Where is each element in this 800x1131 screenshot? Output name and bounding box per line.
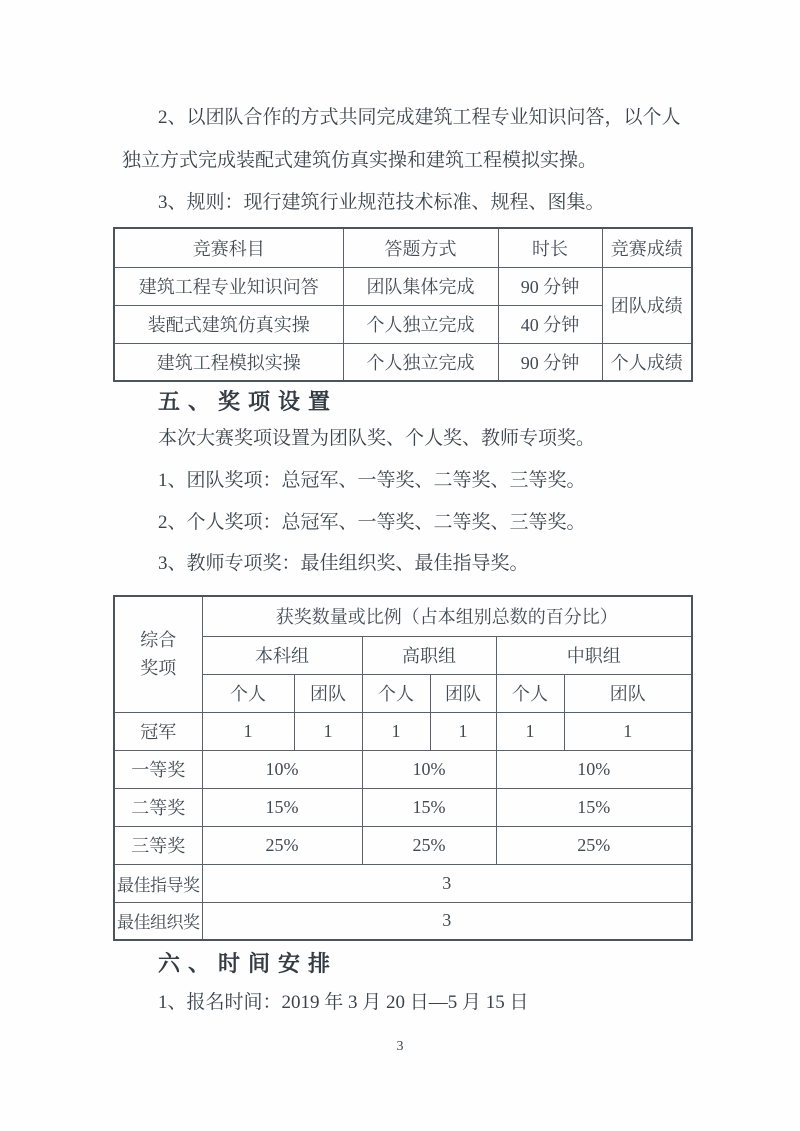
- awards-value: 10%: [496, 750, 692, 788]
- schedule-cell-subject: 建筑工程模拟实操: [114, 343, 343, 381]
- section-awards-heading: 五、奖项设置: [158, 389, 339, 414]
- schedule-cell-subject: 装配式建筑仿真实操: [114, 305, 343, 343]
- awards-value: 10%: [202, 750, 362, 788]
- schedule-cell-subject: 建筑工程专业知识问答: [114, 267, 343, 305]
- para-rules: 3、规则：现行建筑行业规范技术标准、规程、图集。: [158, 192, 605, 213]
- schedule-cell-individual-score: 个人成绩: [602, 343, 692, 381]
- table-row: [114, 343, 692, 381]
- awards-label-best-guidance: 最佳指导奖: [114, 864, 202, 902]
- page-number: 3: [396, 1039, 404, 1054]
- awards-label-best-organization: 最佳组织奖: [114, 902, 202, 940]
- awards-table: [113, 595, 693, 941]
- awards-sub-individual: 个人: [202, 674, 294, 712]
- awards-value: 3: [202, 864, 692, 902]
- awards-value: 1: [362, 712, 430, 750]
- schedule-table: [113, 227, 693, 382]
- table-row: [114, 826, 692, 864]
- table-row: [114, 902, 692, 940]
- schedule-cell-method: 团队集体完成: [343, 267, 498, 305]
- schedule-cell-method: 个人独立完成: [343, 343, 498, 381]
- table-row: [114, 267, 692, 305]
- awards-item-teacher: 3、教师专项奖：最佳组织奖、最佳指导奖。: [158, 553, 529, 574]
- schedule-cell-method: 个人独立完成: [343, 305, 498, 343]
- awards-value: 25%: [496, 826, 692, 864]
- awards-intro: 本次大赛奖项设置为团队奖、个人奖、教师专项奖。: [158, 428, 596, 449]
- table-row: [114, 788, 692, 826]
- schedule-cell-duration: 90 分钟: [498, 343, 602, 381]
- awards-value: 15%: [496, 788, 692, 826]
- awards-sub-individual: 个人: [362, 674, 430, 712]
- schedule-cell-team-score: 团队成绩: [602, 267, 692, 343]
- awards-label-second-prize: 二等奖: [114, 788, 202, 826]
- schedule-col-subject: 竞赛科目: [114, 228, 343, 267]
- awards-value: 10%: [362, 750, 496, 788]
- table-row: [114, 864, 692, 902]
- awards-label-third-prize: 三等奖: [114, 826, 202, 864]
- awards-corner-line1: 综合: [140, 630, 177, 651]
- awards-value: 1: [202, 712, 294, 750]
- para-teamwork-line2: 独立方式完成装配式建筑仿真实操和建筑工程模拟实操。: [122, 150, 598, 171]
- awards-sub-individual: 个人: [496, 674, 564, 712]
- awards-sub-team: 团队: [294, 674, 362, 712]
- schedule-col-method: 答题方式: [343, 228, 498, 267]
- awards-corner-cell: [114, 596, 202, 712]
- table-row: [114, 712, 692, 750]
- awards-span-header: 获奖数量或比例（占本组别总数的百分比）: [202, 596, 692, 636]
- awards-corner-line2: 奖项: [140, 658, 177, 679]
- awards-sub-team: 团队: [430, 674, 496, 712]
- para-teamwork-line1: 2、以团队合作的方式共同完成建筑工程专业知识问答，以个人: [158, 107, 681, 128]
- awards-value: 1: [294, 712, 362, 750]
- awards-sub-team: 团队: [564, 674, 692, 712]
- table-row: [114, 750, 692, 788]
- awards-value: 15%: [202, 788, 362, 826]
- awards-value: 25%: [202, 826, 362, 864]
- awards-label-champion: 冠军: [114, 712, 202, 750]
- schedule-col-score: 竞赛成绩: [602, 228, 692, 267]
- awards-value: 1: [564, 712, 692, 750]
- awards-label-first-prize: 一等奖: [114, 750, 202, 788]
- schedule-cell-duration: 90 分钟: [498, 267, 602, 305]
- awards-value: 15%: [362, 788, 496, 826]
- awards-group-vocational: 高职组: [362, 636, 496, 674]
- awards-value: 3: [202, 902, 692, 940]
- awards-group-secondary: 中职组: [496, 636, 692, 674]
- schedule-cell-duration: 40 分钟: [498, 305, 602, 343]
- awards-value: 1: [496, 712, 564, 750]
- awards-value: 25%: [362, 826, 496, 864]
- registration-date-item: 1、报名时间：2019 年 3 月 20 日—5 月 15 日: [158, 992, 529, 1013]
- awards-item-individual: 2、个人奖项：总冠军、一等奖、二等奖、三等奖。: [158, 512, 586, 533]
- awards-item-team: 1、团队奖项：总冠军、一等奖、二等奖、三等奖。: [158, 470, 586, 491]
- awards-value: 1: [430, 712, 496, 750]
- awards-group-undergrad: 本科组: [202, 636, 362, 674]
- schedule-col-duration: 时长: [498, 228, 602, 267]
- section-time-heading: 六、时间安排: [158, 951, 339, 976]
